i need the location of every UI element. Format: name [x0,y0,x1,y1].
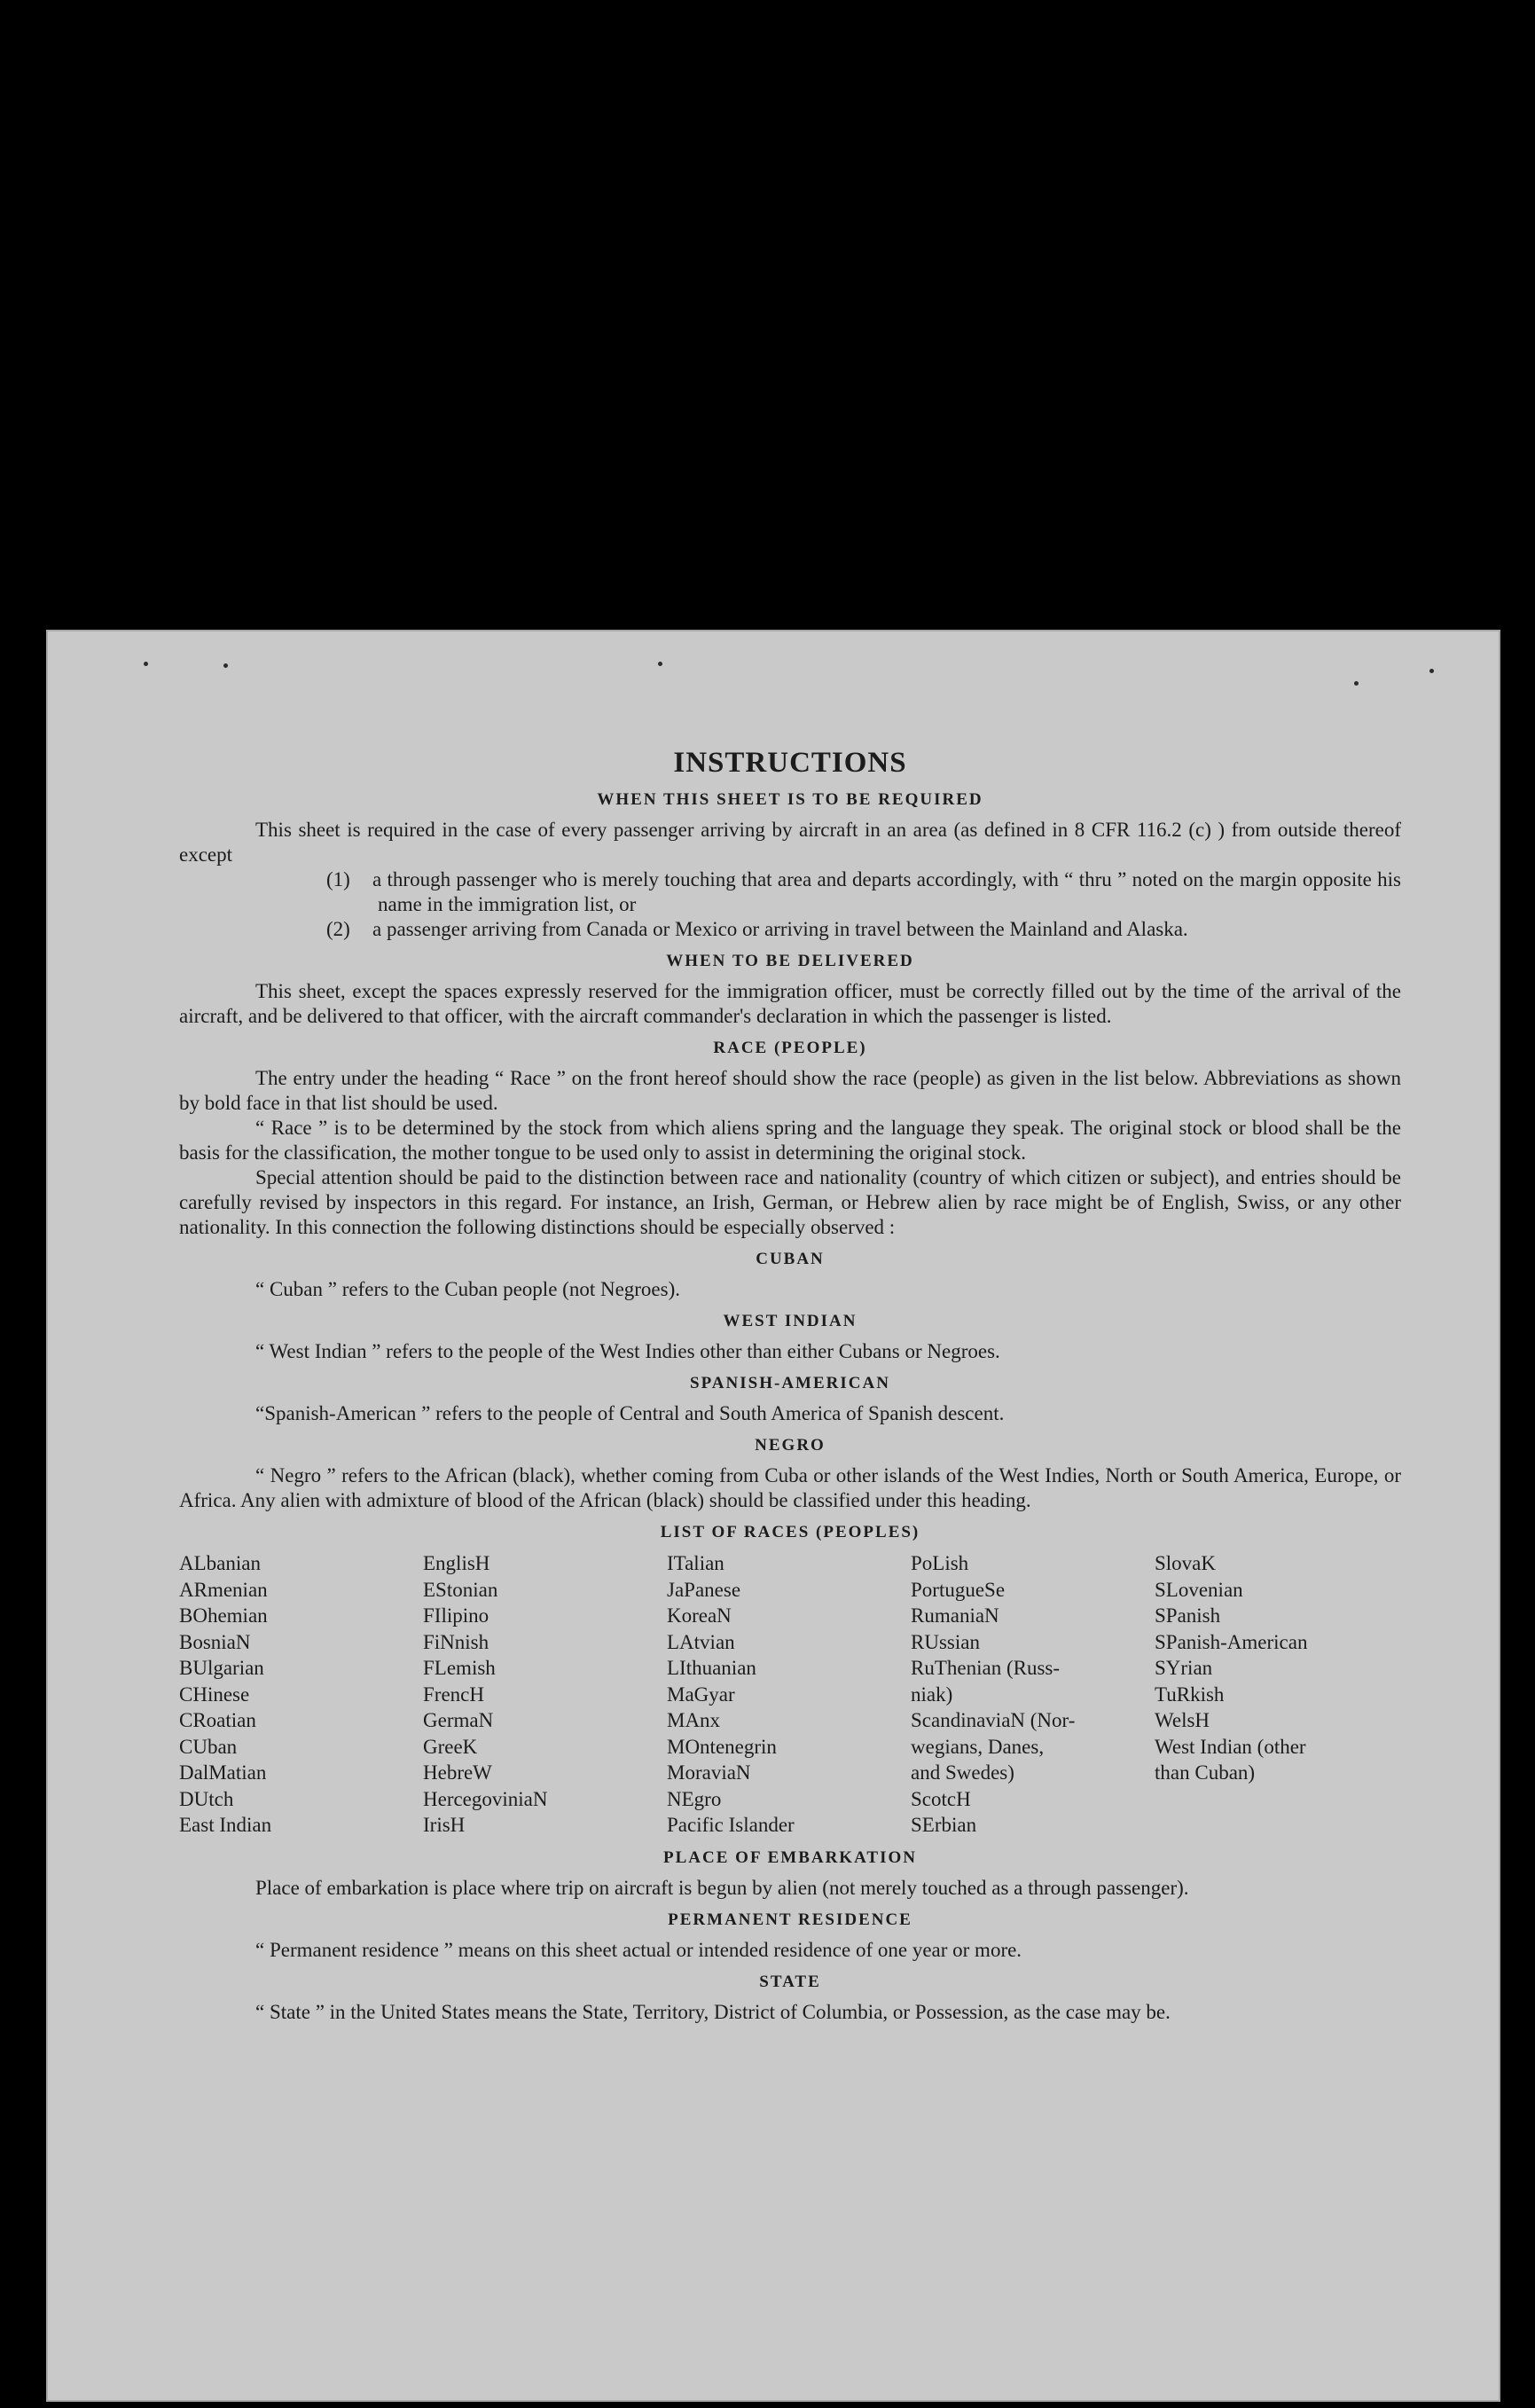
speck [658,662,662,666]
race-entry: CHinese [179,1682,250,1706]
heading-list-of-races: LIST OF RACES (PEOPLES) [660,1523,920,1541]
race-entry: FrencH [423,1682,484,1706]
negro-text: “ Negro ” refers to the African (black), whether coming from Cuba or other islands of the West Indies, North or South America, Europe, or Africa. Any alien with admixture of blood of the African (black) should be classified under this heading. [179,1464,1401,1511]
heading-permanent-residence: PERMANENT RESIDENCE [668,1910,912,1929]
heading-cuban: CUBAN [756,1250,825,1268]
race-entry: ScandinaviaN (Nor- [911,1709,1076,1731]
race-entry: MoraviaN [667,1761,751,1784]
race-paragraph-1: The entry under the heading “ Race ” on the front hereof should show the race (people) as given in the list below. Abbreviations as shown by bold face in that list should be used. [179,1067,1401,1114]
race-entry: IrisH [423,1814,466,1836]
races-column [667,1550,911,1839]
race-entry: JaPanese [667,1578,741,1601]
speck [223,663,228,668]
race-entry: Pacific Islander [667,1814,795,1836]
race-entry: FiNnish [423,1630,489,1653]
race-entry: FLemish [423,1657,496,1679]
race-entry: RumaniaN [911,1604,999,1627]
race-entry: than Cuban) [1155,1761,1256,1784]
race-entry: CRoatian [179,1709,256,1731]
when-delivered-text: This sheet, except the spaces expressly reserved for the immigration officer, must be correctly filled out by the time of the arrival of the aircraft, and be delivered to that officer, with the aircraft commander's declaration in which the passenger is listed. [179,980,1401,1027]
heading-west-indian: WEST INDIAN [723,1312,858,1330]
races-column [911,1550,1155,1839]
race-entry: BosniaN [179,1630,251,1653]
race-entry: DUtch [179,1787,234,1810]
heading-state: STATE [759,1972,821,1991]
exception-item-1 [326,867,1401,917]
cuban-text: “ Cuban ” refers to the Cuban people (not Negroes). [255,1278,681,1300]
race-entry: SlovaK [1155,1552,1216,1574]
race-entry: niak) [911,1682,953,1706]
item-number: (1) [326,868,350,890]
race-paragraph-3: Special attention should be paid to the distinction between race and nationality (country of which citizen or subject), and entries should be carefully revised by inspectors in this regard. For instance, an Irish, German, or Hebrew alien by race might be of English, Swiss, or any other nationality. In this connection the following distinctions should be especially observed : [179,1166,1401,1238]
speck [1429,669,1434,673]
document-sheet [46,630,1500,2402]
race-entry: ALbanian [179,1552,261,1574]
race-entry: WelsH [1155,1709,1210,1731]
race-entry: East Indian [179,1814,272,1836]
heading-race: RACE (PEOPLE) [713,1039,867,1057]
heading-place-of-embarkation: PLACE OF EMBARKATION [663,1847,917,1867]
instructions-body [179,745,1401,2025]
race-entry: MaGyar [667,1682,735,1706]
races-column [423,1550,667,1839]
races-list [179,1550,1401,1839]
race-entry: HercegoviniaN [423,1787,548,1810]
when-required-intro: This sheet is required in the case of every passenger arriving by aircraft in an area (as defined in 8 CFR 116.2 (c) ) from outside thereof except [179,819,1401,866]
west-indian-text: “ West Indian ” refers to the people of the West Indies other than either Cubans or Negroes. [255,1340,1000,1362]
race-entry: RUssian [911,1630,980,1653]
races-column [1155,1550,1401,1839]
race-entry: BOhemian [179,1604,268,1627]
exception-item-2 [326,917,1401,942]
race-entry: SErbian [911,1814,977,1836]
heading-when-required: WHEN THIS SHEET IS TO BE REQUIRED [597,790,983,809]
permanent-residence-text: “ Permanent residence ” means on this sheet actual or intended residence of one year or more. [255,1938,1022,1961]
speck [144,662,148,666]
item-number: (2) [326,918,350,940]
race-entry: MAnx [667,1709,721,1731]
race-entry: EStonian [423,1578,498,1601]
race-entry: SYrian [1155,1657,1213,1679]
race-paragraph-2: “ Race ” is to be determined by the stock from which aliens spring and the language they speak. The original stock or blood shall be the basis for the classification, the mother tongue to be used only to assist in determining the original stock. [179,1117,1401,1164]
race-entry: GermaN [423,1709,494,1731]
spanish-american-text: “Spanish-American ” refers to the people of Central and South America of Spanish descent. [255,1402,1005,1424]
race-entry: FIlipino [423,1604,489,1627]
race-entry: wegians, Danes, [911,1735,1045,1758]
race-entry: SLovenian [1155,1578,1243,1601]
race-entry: MOntenegrin [667,1735,777,1758]
state-text: “ State ” in the United States means the State, Territory, District of Columbia, or Possession, as the case may be. [255,2000,1171,2023]
race-entry: GreeK [423,1735,478,1758]
item-text: a through passenger who is merely touching that area and departs accordingly, with “ thru ” noted on the margin opposite his name in the immigration list, or [372,868,1401,915]
race-entry: West Indian (other [1155,1735,1306,1758]
race-entry: SPanish [1155,1604,1221,1627]
heading-spanish-american: SPANISH-AMERICAN [690,1374,890,1392]
race-entry: TuRkish [1155,1682,1225,1706]
race-entry: SPanish-American [1155,1630,1308,1653]
race-entry: KoreaN [667,1604,732,1627]
race-entry: LAtvian [667,1630,735,1653]
race-entry: RuThenian (Russ- [911,1657,1061,1679]
race-entry: NEgro [667,1787,722,1810]
race-entry: PortugueSe [911,1578,1006,1601]
races-column [179,1550,423,1839]
race-entry: ITalian [667,1552,724,1574]
heading-when-delivered: WHEN TO BE DELIVERED [666,952,914,970]
race-entry: HebreW [423,1761,492,1784]
race-entry: EnglisH [423,1552,490,1574]
race-entry: ARmenian [179,1578,268,1601]
race-entry: CUban [179,1735,238,1758]
race-entry: and Swedes) [911,1761,1014,1784]
speck [1354,681,1359,686]
race-entry: BUlgarian [179,1657,264,1679]
heading-negro: NEGRO [755,1436,826,1455]
item-text: a passenger arriving from Canada or Mexico or arriving in travel between the Mainland and Alaska. [372,918,1188,940]
page-title: INSTRUCTIONS [673,747,907,779]
race-entry: DalMatian [179,1761,267,1784]
place-of-embarkation-text: Place of embarkation is place where trip on aircraft is begun by alien (not merely touched as a through passenger). [255,1876,1189,1899]
race-entry: ScotcH [911,1787,971,1810]
race-entry: PoLish [911,1552,969,1574]
race-entry: LIthuanian [667,1657,756,1679]
